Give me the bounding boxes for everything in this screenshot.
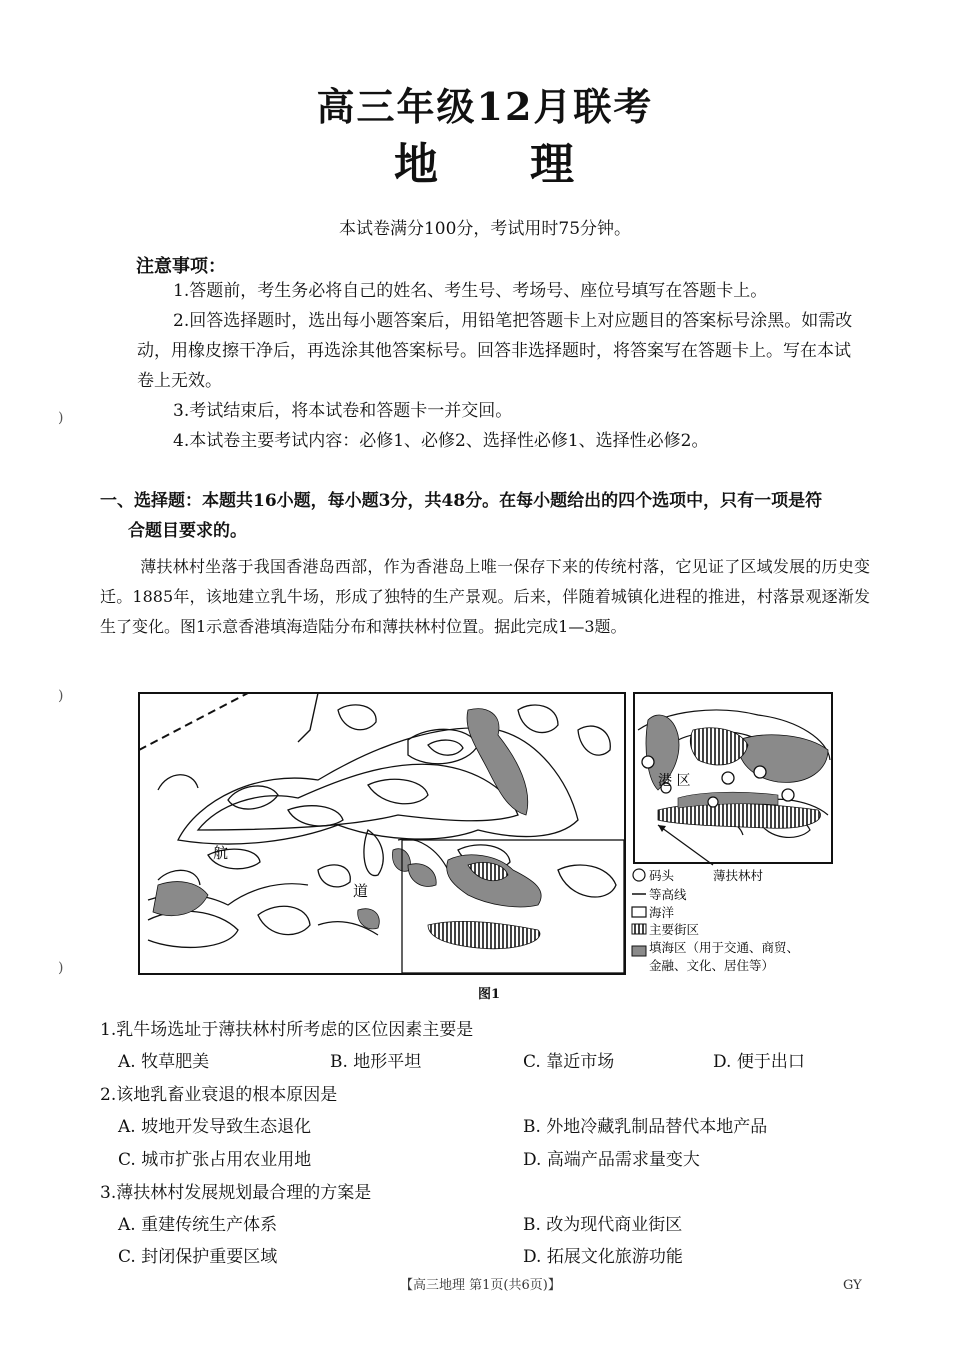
question-3-option-a: A. 重建传统生产体系 xyxy=(118,1215,278,1235)
question-2-stem: 2.该地乳畜业衰退的根本原因是 xyxy=(100,1085,338,1105)
binding-mark: ) xyxy=(58,960,64,976)
notice-heading: 注意事项： xyxy=(136,256,226,277)
pier-icon xyxy=(722,772,734,784)
question-1-option-b: B. 地形平坦 xyxy=(330,1052,422,1072)
notice-item-1: 1.答题前，考生务必将自己的姓名、考生号、考场号、座位号填写在答题卡上。 xyxy=(173,281,768,301)
label-hang: 航 xyxy=(213,844,229,862)
question-2-option-d: D. 高端产品需求量变大 xyxy=(523,1150,700,1170)
page-footer-code: GY xyxy=(843,1278,862,1293)
pier-icon xyxy=(708,797,718,807)
pier-icon xyxy=(754,766,766,778)
legend-street-icon xyxy=(632,924,646,934)
legend-pier-label: 码头 xyxy=(649,868,675,883)
legend-ocean-icon xyxy=(632,907,646,917)
question-3-option-d: D. 拓展文化旅游功能 xyxy=(523,1247,683,1267)
question-3-option-b: B. 改为现代商业街区 xyxy=(523,1215,683,1235)
question-2-option-c: C. 城市扩张占用农业用地 xyxy=(118,1150,312,1170)
figure-caption: 图1 xyxy=(478,987,501,1002)
pier-icon xyxy=(782,789,794,801)
binding-mark: ) xyxy=(58,410,64,426)
section-heading: 一、选择题：本题共16小题，每小题3分，共48分。在每小题给出的四个选项中，只有一项是符 合题目要求的。 xyxy=(100,491,823,541)
subject-char-1: 地 xyxy=(394,139,440,190)
pier-icon xyxy=(642,756,654,768)
subject-char-2: 理 xyxy=(530,139,576,190)
subject-title xyxy=(0,128,970,192)
page-footer: 【高三地理 第1页(共6页)】 xyxy=(400,1278,561,1293)
legend-pier-icon xyxy=(633,869,645,881)
exam-title: 高三年级12月联考 xyxy=(316,84,654,129)
question-1-option-a: A. 牧草肥美 xyxy=(118,1052,210,1072)
notice-item-2: 2.回答选择题时，选出每小题答案后，用铅笔把答题卡上对应题目的答案标号涂黑。如需改动，用橡皮擦干净后，再选涂其他答案标号。回答非选择题时，将答案写在答题卡上。写在本试卷上无效。 xyxy=(137,311,853,391)
exam-info: 本试卷满分100分，考试用时75分钟。 xyxy=(338,219,632,239)
question-2-option-b: B. 外地冷藏乳制品替代本地产品 xyxy=(523,1117,768,1137)
question-1-option-c: C. 靠近市场 xyxy=(523,1052,615,1072)
legend-reclaim-label-1: 填海区（用于交通、商贸、 xyxy=(649,940,800,955)
legend-contour-label: 等高线 xyxy=(649,887,687,902)
label-village: 薄扶林村 xyxy=(713,868,764,883)
legend-ocean-label: 海洋 xyxy=(649,905,675,920)
question-1-option-d: D. 便于出口 xyxy=(713,1052,805,1072)
figure-map xyxy=(138,690,838,980)
notice-item-3: 3.考试结束后，将本试卷和答题卡一并交回。 xyxy=(173,401,513,421)
question-1-stem: 1.乳牛场选址于薄扶林村所考虑的区位因素主要是 xyxy=(100,1020,474,1040)
question-3-stem: 3.薄扶林村发展规划最合理的方案是 xyxy=(100,1183,372,1203)
notice-item-4: 4.本试卷主要考试内容：必修1、必修2、选择性必修1、选择性必修2。 xyxy=(173,431,709,451)
question-3-option-c: C. 封闭保护重要区域 xyxy=(118,1247,278,1267)
legend-street-label: 主要街区 xyxy=(649,922,700,937)
passage: 薄扶林村坐落于我国香港岛西部，作为香港岛上唯一保存下来的传统村落，它见证了区域发展的历史变迁。1885年，该地建立乳牛场，形成了独特的生产景观。后来，伴随着城镇化进程的推进，村落景观逐渐发生了变化。图1示意香港填海造陆分布和薄扶林村位置。据此完成1—3题。 xyxy=(100,557,870,636)
legend-reclaim-label-2: 金融、文化、居住等） xyxy=(649,958,775,973)
label-dao: 道 xyxy=(353,882,369,900)
binding-mark: ) xyxy=(58,688,64,704)
label-harbor: 港 区 xyxy=(658,773,691,789)
question-2-option-a: A. 坡地开发导致生态退化 xyxy=(118,1117,312,1137)
legend-reclaim-icon xyxy=(632,946,646,956)
legend xyxy=(632,868,799,973)
